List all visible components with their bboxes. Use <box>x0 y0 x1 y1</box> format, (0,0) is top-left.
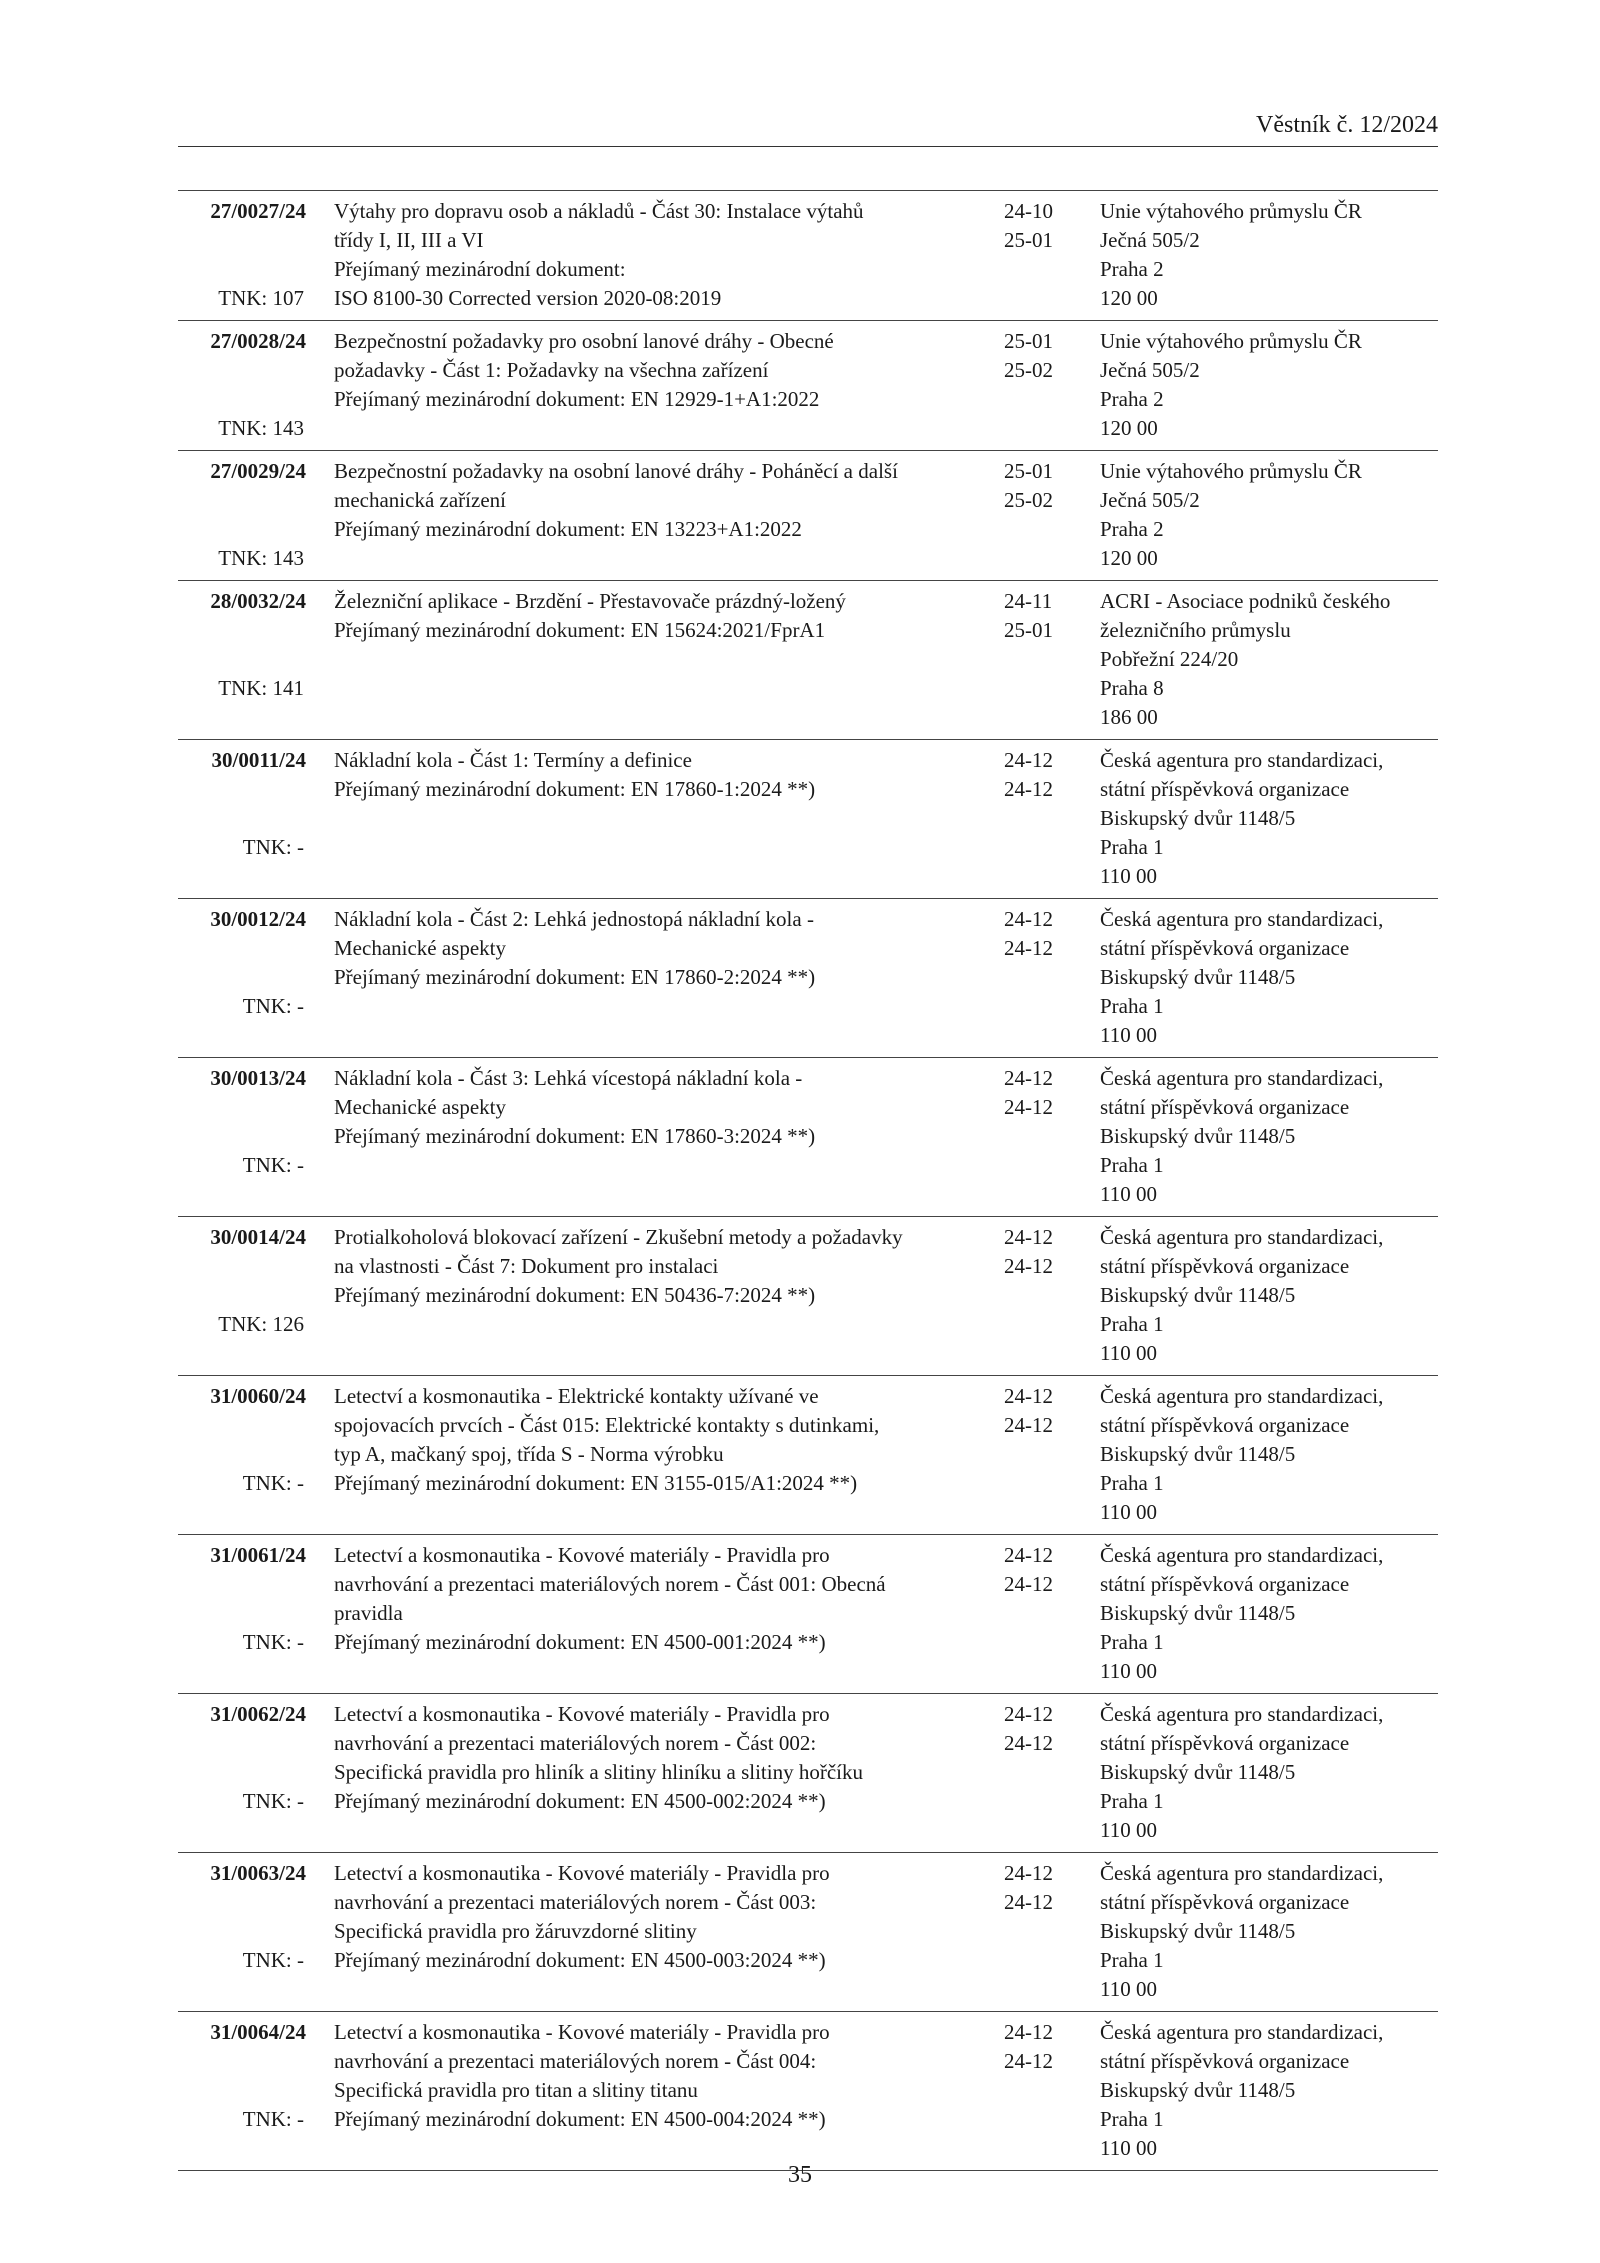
entry-address-line: Česká agentura pro standardizaci, <box>1100 907 1384 931</box>
entry-address-line: Biskupský dvůr 1148/5 <box>1100 1919 1296 1943</box>
standard-entry <box>178 320 1438 450</box>
entry-address-line: Biskupský dvůr 1148/5 <box>1100 1283 1296 1307</box>
standard-entry <box>178 1216 1438 1375</box>
entry-number: 31/0060/24 <box>210 1384 306 1408</box>
entry-number: 31/0061/24 <box>210 1543 306 1567</box>
standard-entry <box>178 1057 1438 1216</box>
entry-title-line: na vlastnosti - Část 7: Dokument pro instalaci <box>334 1254 719 1278</box>
entry-address-line: Česká agentura pro standardizaci, <box>1100 1861 1384 1885</box>
entry-address-line: Ječná 505/2 <box>1100 358 1200 382</box>
entry-title-line: Přejímaný mezinárodní dokument: EN 4500-003:2024 **) <box>334 1948 826 1972</box>
page-header <box>178 110 1438 147</box>
entry-title-line: Přejímaný mezinárodní dokument: EN 4500-004:2024 **) <box>334 2107 826 2131</box>
entry-date: 24-12 <box>1004 1095 1053 1119</box>
entry-address-line: Praha 1 <box>1100 1630 1164 1654</box>
entry-date: 24-12 <box>1004 1413 1053 1437</box>
entry-title-line: Přejímaný mezinárodní dokument: EN 4500-002:2024 **) <box>334 1789 826 1813</box>
standard-entry <box>178 2011 1438 2171</box>
entry-date: 24-12 <box>1004 1254 1053 1278</box>
entry-address-line: Ječná 505/2 <box>1100 488 1200 512</box>
entry-address-line: Biskupský dvůr 1148/5 <box>1100 965 1296 989</box>
entry-address-line: 110 00 <box>1100 864 1157 888</box>
entry-title-line: Přejímaný mezinárodní dokument: <box>334 257 626 281</box>
entry-address-line: Biskupský dvůr 1148/5 <box>1100 1601 1296 1625</box>
entry-date: 25-01 <box>1004 459 1053 483</box>
entry-number: 30/0013/24 <box>210 1066 306 1090</box>
entry-title-line: mechanická zařízení <box>334 488 506 512</box>
tnk-code: TNK: - <box>242 1153 304 1177</box>
entry-address-line: Česká agentura pro standardizaci, <box>1100 1225 1384 1249</box>
entry-date: 24-12 <box>1004 1225 1053 1249</box>
entry-address-line: Pobřežní 224/20 <box>1100 647 1239 671</box>
entry-number: 31/0064/24 <box>210 2020 306 2044</box>
standard-entry <box>178 1375 1438 1534</box>
entry-address-line: 110 00 <box>1100 2136 1157 2160</box>
entry-address-line: Unie výtahového průmyslu ČR <box>1100 459 1362 483</box>
entry-date: 25-01 <box>1004 618 1053 642</box>
entry-date: 24-12 <box>1004 1731 1053 1755</box>
entry-date: 24-12 <box>1004 1384 1053 1408</box>
entry-address-line: 110 00 <box>1100 1341 1157 1365</box>
entry-address-line: ACRI - Asociace podniků českého <box>1100 589 1391 613</box>
entry-number: 27/0028/24 <box>210 329 306 353</box>
bulletin-title: Věstník č. 12/2024 <box>1256 112 1438 138</box>
entry-address-line: Unie výtahového průmyslu ČR <box>1100 329 1362 353</box>
entry-number: 27/0027/24 <box>210 199 306 223</box>
entry-title-line: Nákladní kola - Část 3: Lehká vícestopá nákladní kola - <box>334 1066 803 1090</box>
standard-entry <box>178 450 1438 580</box>
tnk-code: TNK: - <box>242 835 304 859</box>
entry-address-line: Unie výtahového průmyslu ČR <box>1100 199 1362 223</box>
entry-address-line: státní příspěvková organizace <box>1100 1731 1350 1755</box>
tnk-code: TNK: 126 <box>218 1312 304 1336</box>
entry-number: 28/0032/24 <box>210 589 306 613</box>
entry-address-line: Česká agentura pro standardizaci, <box>1100 1066 1384 1090</box>
entry-title-line: Specifická pravidla pro žáruvzdorné slitiny <box>334 1919 697 1943</box>
tnk-code: TNK: - <box>242 1630 304 1654</box>
entry-address-line: Praha 2 <box>1100 257 1164 281</box>
entry-date: 25-02 <box>1004 488 1053 512</box>
entry-title-line: Přejímaný mezinárodní dokument: EN 4500-001:2024 **) <box>334 1630 826 1654</box>
entry-address-line: státní příspěvková organizace <box>1100 1572 1350 1596</box>
entry-address-line: 120 00 <box>1100 416 1158 440</box>
entry-address-line: Česká agentura pro standardizaci, <box>1100 2020 1384 2044</box>
entry-date: 25-01 <box>1004 228 1053 252</box>
entry-title-line: Přejímaný mezinárodní dokument: EN 17860-2:2024 **) <box>334 965 816 989</box>
tnk-code: TNK: 141 <box>218 676 304 700</box>
entry-title-line: třídy I, II, III a VI <box>334 228 484 252</box>
page-number: 35 <box>788 2162 812 2188</box>
entry-date: 25-01 <box>1004 329 1053 353</box>
entry-title-line: Letectví a kosmonautika - Kovové materiály - Pravidla pro <box>334 1861 830 1885</box>
entry-date: 24-12 <box>1004 2049 1053 2073</box>
entry-title-line: spojovacích prvcích - Část 015: Elektrické kontakty s dutinkami, <box>334 1413 880 1437</box>
entry-address-line: 120 00 <box>1100 286 1158 310</box>
entry-address-line: Praha 2 <box>1100 517 1164 541</box>
entry-address-line: státní příspěvková organizace <box>1100 1890 1350 1914</box>
standard-entry <box>178 190 1438 320</box>
entry-address-line: Praha 1 <box>1100 1153 1164 1177</box>
entry-address-line: Praha 1 <box>1100 2107 1164 2131</box>
entry-title-line: Nákladní kola - Část 2: Lehká jednostopá nákladní kola - <box>334 907 814 931</box>
entry-address-line: Česká agentura pro standardizaci, <box>1100 1384 1384 1408</box>
entry-title-line: Výtahy pro dopravu osob a nákladů - Část 30: Instalace výtahů <box>334 199 864 223</box>
entry-number: 31/0063/24 <box>210 1861 306 1885</box>
entry-address-line: státní příspěvková organizace <box>1100 1254 1350 1278</box>
entry-title-line: požadavky - Část 1: Požadavky na všechna zařízení <box>334 358 769 382</box>
entry-address-line: státní příspěvková organizace <box>1100 777 1350 801</box>
entry-address-line: Biskupský dvůr 1148/5 <box>1100 1760 1296 1784</box>
entry-date: 24-12 <box>1004 748 1053 772</box>
entry-address-line: Praha 1 <box>1100 1471 1164 1495</box>
entry-title-line: pravidla <box>334 1601 403 1625</box>
tnk-code: TNK: - <box>242 2107 304 2131</box>
entry-title-line: Přejímaný mezinárodní dokument: EN 12929-1+A1:2022 <box>334 387 820 411</box>
entry-date: 24-12 <box>1004 1543 1053 1567</box>
entry-address-line: Biskupský dvůr 1148/5 <box>1100 806 1296 830</box>
entry-title-line: ISO 8100-30 Corrected version 2020-08:2019 <box>334 286 722 310</box>
tnk-code: TNK: 143 <box>218 546 304 570</box>
entry-title-line: Přejímaný mezinárodní dokument: EN 17860-1:2024 **) <box>334 777 816 801</box>
entry-address-line: 110 00 <box>1100 1182 1157 1206</box>
entry-title-line: Letectví a kosmonautika - Kovové materiály - Pravidla pro <box>334 1702 830 1726</box>
entry-number: 31/0062/24 <box>210 1702 306 1726</box>
tnk-code: TNK: 143 <box>218 416 304 440</box>
entry-date: 24-12 <box>1004 1702 1053 1726</box>
entry-address-line: Biskupský dvůr 1148/5 <box>1100 1124 1296 1148</box>
entry-title-line: navrhování a prezentaci materiálových norem - Část 001: Obecná <box>334 1572 886 1596</box>
standards-list <box>178 190 1438 2171</box>
entry-date: 24-12 <box>1004 1572 1053 1596</box>
entry-title-line: Přejímaný mezinárodní dokument: EN 3155-015/A1:2024 **) <box>334 1471 858 1495</box>
entry-address-line: Česká agentura pro standardizaci, <box>1100 748 1384 772</box>
tnk-code: TNK: - <box>242 1789 304 1813</box>
entry-number: 30/0012/24 <box>210 907 306 931</box>
entry-address-line: Praha 8 <box>1100 676 1164 700</box>
entry-number: 30/0011/24 <box>211 748 306 772</box>
entry-address-line: státní příspěvková organizace <box>1100 2049 1350 2073</box>
entry-title-line: Letectví a kosmonautika - Kovové materiály - Pravidla pro <box>334 1543 830 1567</box>
standard-entry <box>178 1534 1438 1693</box>
entry-address-line: Praha 1 <box>1100 994 1164 1018</box>
entry-number: 30/0014/24 <box>210 1225 306 1249</box>
entry-title-line: Nákladní kola - Část 1: Termíny a definice <box>334 748 692 772</box>
entry-address-line: Ječná 505/2 <box>1100 228 1200 252</box>
entry-title-line: Přejímaný mezinárodní dokument: EN 50436-7:2024 **) <box>334 1283 816 1307</box>
entry-address-line: státní příspěvková organizace <box>1100 1413 1350 1437</box>
entry-title-line: Železniční aplikace - Brzdění - Přestavovače prázdný-ložený <box>334 589 846 613</box>
entry-title-line: Bezpečnostní požadavky na osobní lanové dráhy - Poháněcí a další <box>334 459 898 483</box>
entry-date: 24-12 <box>1004 777 1053 801</box>
entry-title-line: Mechanické aspekty <box>334 936 507 960</box>
entry-title-line: Protialkoholová blokovací zařízení - Zkušební metody a požadavky <box>334 1225 903 1249</box>
entry-date: 24-12 <box>1004 1890 1053 1914</box>
entry-title-line: Specifická pravidla pro titan a slitiny titanu <box>334 2078 698 2102</box>
entry-title-line: Letectví a kosmonautika - Elektrické kontakty užívané ve <box>334 1384 819 1408</box>
entry-address-line: železničního průmyslu <box>1100 618 1291 642</box>
standard-entry <box>178 1852 1438 2011</box>
entry-date: 24-10 <box>1004 199 1053 223</box>
tnk-code: TNK: - <box>242 1471 304 1495</box>
entry-title-line: navrhování a prezentaci materiálových norem - Část 004: <box>334 2049 817 2073</box>
entry-address-line: 110 00 <box>1100 1659 1157 1683</box>
entry-address-line: 110 00 <box>1100 1500 1157 1524</box>
entry-address-line: státní příspěvková organizace <box>1100 936 1350 960</box>
tnk-code: TNK: - <box>242 1948 304 1972</box>
entry-title-line: Přejímaný mezinárodní dokument: EN 13223+A1:2022 <box>334 517 802 541</box>
entry-address-line: Biskupský dvůr 1148/5 <box>1100 1442 1296 1466</box>
entry-date: 24-12 <box>1004 936 1053 960</box>
entry-date: 24-12 <box>1004 1861 1053 1885</box>
entry-title-line: Přejímaný mezinárodní dokument: EN 15624:2021/FprA1 <box>334 618 826 642</box>
entry-date: 25-02 <box>1004 358 1053 382</box>
entry-title-line: typ A, mačkaný spoj, třída S - Norma výrobku <box>334 1442 724 1466</box>
entry-address-line: Česká agentura pro standardizaci, <box>1100 1702 1384 1726</box>
entry-date: 24-11 <box>1004 589 1053 613</box>
entry-address-line: 110 00 <box>1100 1977 1157 2001</box>
entry-address-line: 110 00 <box>1100 1023 1157 1047</box>
standard-entry <box>178 1693 1438 1852</box>
entry-title-line: Přejímaný mezinárodní dokument: EN 17860-3:2024 **) <box>334 1124 816 1148</box>
entry-title-line: Letectví a kosmonautika - Kovové materiály - Pravidla pro <box>334 2020 830 2044</box>
standard-entry <box>178 739 1438 898</box>
entry-address-line: Praha 1 <box>1100 1312 1164 1336</box>
entry-title-line: navrhování a prezentaci materiálových norem - Část 002: <box>334 1731 817 1755</box>
entry-address-line: Česká agentura pro standardizaci, <box>1100 1543 1384 1567</box>
entry-address-line: Biskupský dvůr 1148/5 <box>1100 2078 1296 2102</box>
entry-title-line: Mechanické aspekty <box>334 1095 507 1119</box>
entry-address-line: státní příspěvková organizace <box>1100 1095 1350 1119</box>
entry-address-line: 186 00 <box>1100 705 1158 729</box>
standard-entry <box>178 898 1438 1057</box>
entry-address-line: Praha 1 <box>1100 1948 1164 1972</box>
tnk-code: TNK: 107 <box>218 286 304 310</box>
entry-title-line: Bezpečnostní požadavky pro osobní lanové dráhy - Obecné <box>334 329 834 353</box>
entry-address-line: 120 00 <box>1100 546 1158 570</box>
entry-date: 24-12 <box>1004 2020 1053 2044</box>
standard-entry <box>178 580 1438 739</box>
entry-date: 24-12 <box>1004 1066 1053 1090</box>
entry-address-line: Praha 1 <box>1100 835 1164 859</box>
entry-title-line: navrhování a prezentaci materiálových norem - Část 003: <box>334 1890 817 1914</box>
entry-address-line: Praha 2 <box>1100 387 1164 411</box>
entry-address-line: Praha 1 <box>1100 1789 1164 1813</box>
entry-number: 27/0029/24 <box>210 459 306 483</box>
tnk-code: TNK: - <box>242 994 304 1018</box>
entry-address-line: 110 00 <box>1100 1818 1157 1842</box>
entry-date: 24-12 <box>1004 907 1053 931</box>
entry-title-line: Specifická pravidla pro hliník a slitiny hliníku a slitiny hořčíku <box>334 1760 863 1784</box>
